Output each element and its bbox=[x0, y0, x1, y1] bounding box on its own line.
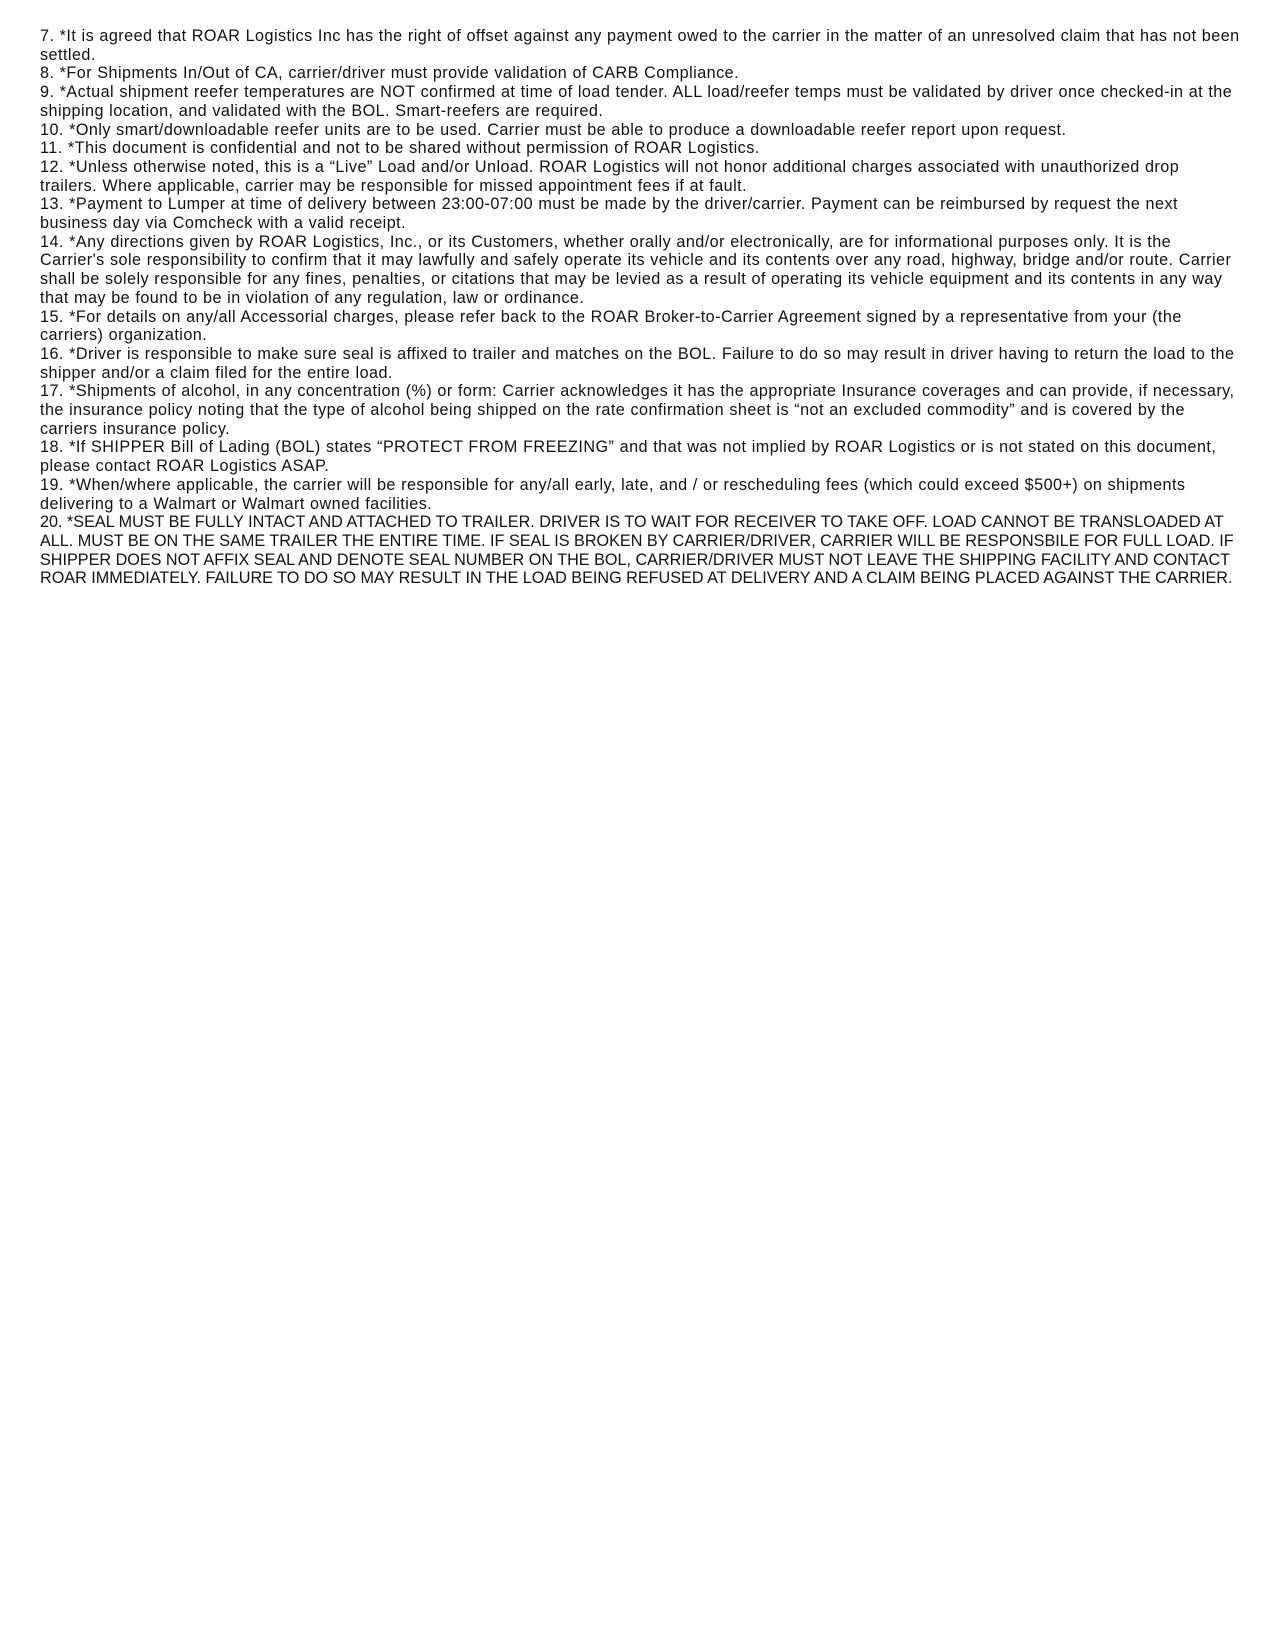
term-8-carb-compliance: 8. *For Shipments In/Out of CA, carrier/driver must provide validation of CARB Compliance. bbox=[40, 64, 740, 83]
term-20-seal-intact: 20. *SEAL MUST BE FULLY INTACT AND ATTACHED TO TRAILER. DRIVER IS TO WAIT FOR RECEIVER TO TAKE OFF. LOAD CANNOT BE TRANSLOADED AT ALL. MUST BE ON THE SAME TRAILER THE ENTIRE TIME. IF SEAL IS BROKEN BY CARRIER/DRIVER, CARRIER WILL BE RESPONSBILE FOR FULL LOAD. IF SHIPPER DOES NOT AFFIX SEAL AND DENOTE SEAL NUMBER ON THE BOL, CARRIER/DRIVER MUST NOT LEAVE THE SHIPPING FACILITY AND CONTACT ROAR IMMEDIATELY. FAILURE TO DO SO MAY RESULT IN THE LOAD BEING REFUSED AT DELIVERY AND A CLAIM BEING PLACED AGAINST THE CARRIER. bbox=[40, 513, 1234, 588]
term-13-lumper-payment: 13. *Payment to Lumper at time of delivery between 23:00-07:00 must be made by the driver/carrier. Payment can be reimbursed by request the next business day via Comcheck with a valid receipt. bbox=[40, 195, 1178, 233]
term-10-downloadable-reefer: 10. *Only smart/downloadable reefer units are to be used. Carrier must be able to produce a downloadable reefer report upon request. bbox=[40, 120, 1067, 139]
term-9-reefer-temperatures: 9. *Actual shipment reefer temperatures are NOT confirmed at time of load tender. ALL load/reefer temps must be validated by driver once checked-in at the shipping location, and validated with the BOL. Smart-reefers are required. bbox=[40, 83, 1233, 120]
term-16-seal-responsibility: 16. *Driver is responsible to make sure seal is affixed to trailer and matches on the BOL. Failure to do so may result in driver having to return the load to the shipper and/or a claim filed for the entire load. bbox=[40, 344, 1235, 382]
term-7-offset-rights: 7. *It is agreed that ROAR Logistics Inc has the right of offset against any payment owed to the carrier in the matter of an unresolved claim that has not been settled. bbox=[40, 27, 1240, 64]
term-18-protect-from-freezing: 18. *If SHIPPER Bill of Lading (BOL) states “PROTECT FROM FREEZING” and that was not implied by ROAR Logistics or is not stated on this document, please contact ROAR Logistics ASAP. bbox=[40, 438, 1217, 476]
term-12-live-load: 12. *Unless otherwise noted, this is a “Live” Load and/or Unload. ROAR Logistics will not honor additional charges associated with unauthorized drop trailers. Where applicable, carrier may be responsible for missed appointment fees if at fault. bbox=[40, 157, 1180, 195]
term-14-directions-disclaimer: 14. *Any directions given by ROAR Logistics, Inc., or its Customers, whether orally and/or electronically, are for informational purposes only. It is the Carrier's sole responsibility to confirm that it may lawfully and safely operate its vehicle and its contents over any road, highway, bridge and/or route. Carrier shall be solely responsible for any fines, penalties, or citations that may be levied as a result of operating its vehicle equipment and its contents in any way that may be found to be in violation of any regulation, law or ordinance. bbox=[40, 232, 1232, 307]
terms-list bbox=[40, 27, 1240, 588]
term-19-walmart-fees: 19. *When/where applicable, the carrier will be responsible for any/all early, late, and / or rescheduling fees (which could exceed $500+) on shipments delivering to a Walmart or Walmart owned facilities. bbox=[40, 475, 1186, 513]
term-17-alcohol-shipments: 17. *Shipments of alcohol, in any concentration (%) or form: Carrier acknowledges it has the appropriate Insurance coverages and can provide, if necessary, the insurance policy noting that the type of alcohol being shipped on the rate confirmation sheet is “not an excluded commodity” and is covered by the carriers insurance policy. bbox=[40, 382, 1235, 438]
term-15-accessorial-charges: 15. *For details on any/all Accessorial charges, please refer back to the ROAR Broker-to-Carrier Agreement signed by a representative from your (the carriers) organization. bbox=[40, 307, 1182, 345]
term-11-confidentiality: 11. *This document is confidential and not to be shared without permission of ROAR Logistics. bbox=[40, 139, 760, 158]
